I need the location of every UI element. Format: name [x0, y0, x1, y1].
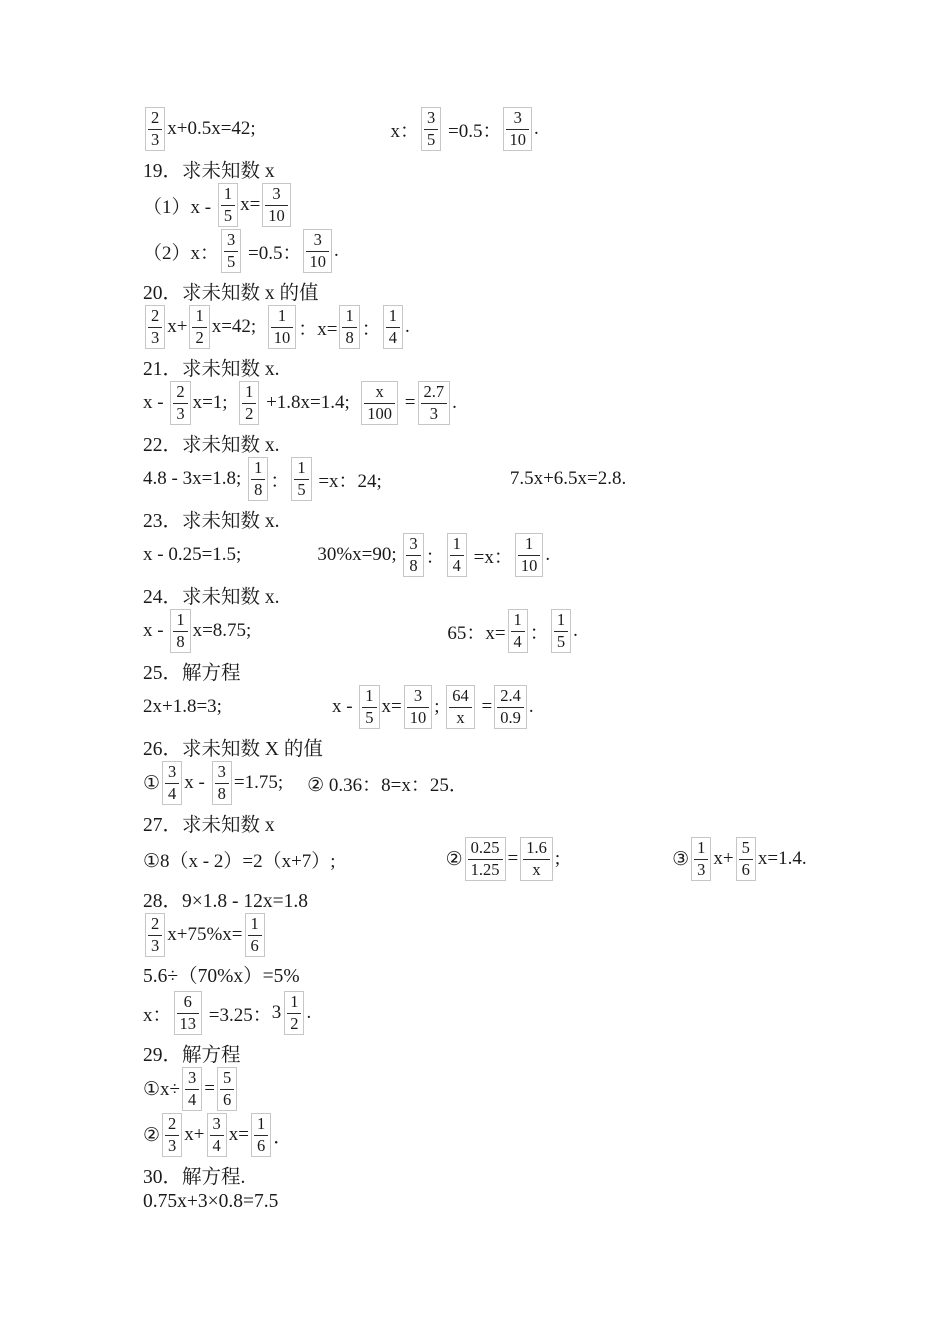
problem-21-equations — [143, 380, 920, 426]
fraction-denominator: 10 — [268, 205, 285, 225]
fraction — [361, 381, 398, 425]
fraction-numerator: 3 — [185, 1069, 199, 1089]
fraction-denominator: 4 — [452, 555, 461, 575]
math-text: 24．求未知数 x. — [143, 587, 280, 608]
fraction-denominator: 5 — [227, 251, 236, 271]
fraction-numerator: 1 — [173, 611, 187, 631]
math-text: 29．解方程 — [143, 1045, 241, 1066]
math-text: 2x+1.8=3; — [143, 696, 222, 717]
fraction-denominator: 3 — [429, 403, 438, 423]
fraction — [170, 381, 190, 425]
fraction-denominator: 4 — [187, 1089, 197, 1109]
fraction — [447, 533, 467, 577]
fraction-numerator: 3 — [165, 763, 179, 783]
fraction-numerator: 3 — [224, 231, 238, 251]
problem-29-heading — [143, 1042, 920, 1064]
fraction — [248, 457, 268, 501]
fraction-denominator: 5 — [223, 205, 233, 225]
fraction-denominator: 8 — [409, 555, 418, 575]
math-text: 19．求未知数 x — [143, 161, 275, 182]
fraction-numerator: 1 — [254, 1115, 268, 1135]
spacer — [241, 555, 317, 556]
problem-24-heading — [143, 584, 920, 606]
fraction-denominator: 5 — [426, 129, 436, 149]
math-text: ② — [445, 848, 463, 870]
fraction-denominator: 100 — [367, 403, 393, 423]
math-text: 27．求未知数 x — [143, 815, 275, 836]
fraction-denominator: 2 — [195, 327, 204, 347]
fraction — [221, 229, 241, 273]
fraction-numerator: 2 — [173, 383, 187, 403]
fraction-numerator: 6 — [177, 993, 200, 1013]
math-text: = — [400, 392, 416, 413]
math-text: 30．解方程. — [143, 1167, 246, 1188]
fraction-numerator: 2 — [148, 915, 162, 935]
fraction-denominator: 6 — [222, 1089, 232, 1109]
fraction-numerator: 2.7 — [421, 383, 448, 403]
math-text: 20．求未知数 x 的值 — [143, 283, 319, 304]
fraction — [403, 533, 423, 577]
problem-26-equations — [143, 760, 920, 806]
fraction-numerator: 2 — [148, 307, 162, 327]
math-text: x - — [143, 620, 169, 641]
fraction — [736, 837, 756, 881]
fraction-numerator: 5 — [739, 839, 753, 859]
problem-19-heading — [143, 158, 920, 180]
math-text: =3.25： — [204, 1004, 272, 1026]
math-text: x - — [184, 772, 210, 793]
math-text: x： — [390, 120, 419, 142]
fraction — [359, 685, 379, 729]
fraction — [189, 305, 209, 349]
fraction — [251, 1113, 271, 1157]
fraction-denominator: 5 — [365, 707, 374, 727]
math-text: ①8（x - 2）=2（x+7）; — [143, 850, 336, 872]
math-text: x= — [228, 1124, 249, 1145]
math-text: =x： — [468, 546, 513, 568]
fraction — [145, 913, 165, 957]
math-text: ： — [529, 622, 549, 644]
math-text: x+75%x= — [167, 924, 243, 945]
fraction-numerator: 1 — [294, 459, 308, 479]
fraction — [494, 685, 527, 729]
fraction-denominator: 3 — [151, 935, 160, 955]
math-text: . — [333, 240, 339, 261]
math-text: . — [404, 316, 410, 337]
fraction-numerator: 5 — [220, 1069, 234, 1089]
fraction — [174, 991, 203, 1035]
fraction-denominator: 4 — [513, 631, 522, 651]
fraction — [182, 1067, 202, 1111]
math-text: . — [573, 620, 578, 641]
problem-27-equations — [143, 836, 920, 882]
math-text: =1.75; — [233, 772, 284, 793]
fraction-denominator: 13 — [179, 1013, 197, 1033]
mixed-number-whole: 3 — [271, 1002, 282, 1023]
problem-24-equations — [143, 608, 920, 654]
fraction — [508, 609, 528, 653]
math-text: x - 0.25=1.5; — [143, 544, 242, 565]
fraction-numerator: 1 — [386, 307, 400, 327]
fraction-denominator: 5 — [556, 631, 566, 651]
fraction-denominator: 8 — [254, 479, 263, 499]
fraction-numerator: 1 — [221, 185, 235, 205]
fraction-numerator: 1 — [694, 839, 708, 859]
math-text: ① — [143, 772, 161, 794]
problem-19-part-2 — [143, 228, 920, 274]
fraction-numerator: x — [364, 383, 395, 403]
fraction-denominator: 3 — [697, 859, 706, 879]
fraction-denominator: x — [532, 859, 541, 879]
fraction-denominator: 3 — [151, 327, 160, 347]
fraction-denominator: 8 — [176, 631, 185, 651]
problem-23-heading — [143, 508, 920, 530]
spacer — [260, 129, 390, 130]
fraction-numerator: 2 — [148, 109, 162, 129]
problem-21-heading — [143, 356, 920, 378]
fraction-numerator: 3 — [265, 185, 288, 205]
fraction-denominator: 6 — [741, 859, 750, 879]
math-text: ② — [143, 1124, 161, 1146]
fraction-numerator: 64 — [449, 687, 472, 707]
spacer — [251, 631, 447, 632]
fraction — [291, 457, 311, 501]
math-text: = — [507, 848, 519, 869]
fraction-numerator: 3 — [406, 535, 420, 555]
math-text: ：x= — [298, 318, 338, 340]
document-body — [143, 106, 920, 1214]
fraction-numerator: 3 — [424, 109, 438, 129]
math-text: = — [204, 1078, 215, 1099]
fraction — [520, 837, 553, 881]
math-text: ： — [270, 470, 290, 492]
problem-28-heading — [143, 888, 920, 910]
math-text: ： — [361, 318, 381, 340]
fraction-numerator: 1 — [242, 383, 256, 403]
fraction — [162, 761, 182, 805]
problem-25-equations — [143, 684, 920, 730]
fraction-denominator: 10 — [409, 707, 427, 727]
spacer — [283, 783, 307, 784]
math-text: ② 0.36：8=x：25． — [307, 774, 468, 796]
fraction-denominator: 8 — [217, 783, 226, 803]
fraction-numerator: 1 — [554, 611, 568, 631]
math-text: x= — [240, 194, 261, 215]
math-text: 22．求未知数 x. — [143, 435, 280, 456]
fraction-numerator: 3 — [306, 231, 329, 251]
fraction-denominator: 0.9 — [500, 707, 521, 727]
math-text: = — [476, 696, 493, 717]
fraction-numerator: 0.25 — [468, 839, 503, 859]
fraction — [170, 609, 190, 653]
problem-27-heading — [143, 812, 920, 834]
fraction-numerator: 3 — [210, 1115, 224, 1135]
fraction-denominator: 6 — [250, 935, 259, 955]
math-text: ③ — [672, 848, 690, 870]
math-text: x+ — [713, 848, 734, 869]
fraction — [162, 1113, 182, 1157]
problem-20-equations — [143, 304, 920, 350]
math-text: 28．9×1.8 - 12x=1.8 — [143, 891, 308, 912]
problem-30-heading — [143, 1164, 920, 1186]
fraction-denominator: 4 — [168, 783, 177, 803]
fraction-numerator: 1 — [342, 307, 356, 327]
fraction-numerator: 1 — [192, 307, 206, 327]
fraction — [245, 913, 265, 957]
fraction — [303, 229, 332, 273]
math-text: ; — [434, 696, 445, 717]
problem-30-equation — [143, 1190, 920, 1214]
fraction — [418, 381, 451, 425]
fraction — [145, 305, 165, 349]
fraction-numerator: 1 — [518, 535, 541, 555]
fraction-numerator: 1 — [511, 611, 525, 631]
fraction-numerator: 3 — [215, 763, 229, 783]
math-text: 0.75x+3×0.8=7.5 — [143, 1191, 279, 1212]
fraction — [218, 183, 238, 227]
fraction — [212, 761, 232, 805]
fraction — [339, 305, 359, 349]
fraction-denominator: 1.25 — [470, 859, 500, 879]
math-text: =0.5： — [243, 242, 302, 264]
fraction — [404, 685, 433, 729]
math-text: x+ — [184, 1124, 205, 1145]
fraction — [503, 107, 532, 151]
math-text: x： — [143, 1004, 172, 1026]
fraction — [268, 305, 297, 349]
math-text: 30%x=90; — [317, 544, 402, 565]
fraction-numerator: 1 — [450, 535, 464, 555]
problem-28-equation-2 — [143, 912, 920, 958]
fraction-denominator: 8 — [345, 327, 354, 347]
math-text: 5.6÷（70%x）=5% — [143, 966, 300, 987]
fraction-numerator: 2 — [165, 1115, 179, 1135]
math-text: x= — [381, 696, 402, 717]
problem-28-equation-4 — [143, 990, 920, 1036]
problem-22-heading — [143, 432, 920, 454]
math-text: 26．求未知数 X 的值 — [143, 739, 323, 760]
math-text: x - — [143, 392, 169, 413]
problem-26-heading — [143, 736, 920, 758]
fraction — [515, 533, 544, 577]
math-text: （2）x： — [143, 242, 220, 264]
math-text: ①x÷ — [143, 1078, 180, 1100]
math-text: . — [452, 392, 457, 413]
math-text: 23．求未知数 x. — [143, 511, 280, 532]
problem-28-equation-3 — [143, 962, 920, 986]
math-text: 21．求未知数 x. — [143, 359, 280, 380]
fraction-denominator: 10 — [509, 129, 526, 149]
math-text: =0.5： — [443, 120, 502, 142]
math-text: 65：x= — [447, 622, 506, 644]
spacer — [336, 859, 446, 860]
math-text: . — [306, 1002, 312, 1023]
fraction-denominator: 3 — [176, 403, 185, 423]
problem-29-part-2 — [143, 1112, 920, 1158]
fraction — [446, 685, 475, 729]
math-text: +1.8x=1.4; — [261, 392, 360, 413]
problem-25-heading — [143, 660, 920, 682]
fraction-numerator: 2.4 — [497, 687, 524, 707]
problem-20-heading — [143, 280, 920, 302]
problem-23-equations — [143, 532, 920, 578]
math-text: x=1; — [192, 392, 238, 413]
fraction-denominator: 10 — [309, 251, 326, 271]
math-text: . — [545, 544, 551, 565]
fraction — [207, 1113, 227, 1157]
fraction-denominator: 3 — [168, 1135, 177, 1155]
problem-18-equations — [143, 106, 920, 152]
fraction-denominator: 10 — [273, 327, 291, 347]
math-text: x=8.75; — [192, 620, 252, 641]
fraction-denominator: 3 — [151, 129, 160, 149]
spacer — [560, 859, 672, 860]
fraction — [262, 183, 291, 227]
math-text: ． — [273, 1126, 293, 1148]
fraction — [145, 107, 165, 151]
fraction — [284, 991, 304, 1035]
fraction-numerator: 1 — [287, 993, 301, 1013]
fraction-numerator: 1 — [362, 687, 376, 707]
math-text: ： — [425, 546, 445, 568]
math-text: 25．解方程 — [143, 663, 241, 684]
spacer — [382, 479, 510, 480]
math-text: x - — [331, 696, 358, 717]
math-text: x+ — [167, 316, 188, 337]
fraction — [465, 837, 506, 881]
fraction — [383, 305, 403, 349]
math-text: . — [533, 118, 539, 139]
fraction — [421, 107, 441, 151]
math-text: =x：24; — [313, 470, 382, 492]
fraction — [217, 1067, 237, 1111]
fraction-denominator: 6 — [256, 1135, 266, 1155]
math-text: 7.5x+6.5x=2.8. — [509, 468, 627, 489]
math-text: x+0.5x=42; — [167, 118, 261, 139]
fraction-denominator: 10 — [520, 555, 538, 575]
fraction — [691, 837, 711, 881]
fraction — [551, 609, 571, 653]
math-text: 4.8 - 3x=1.8; — [143, 468, 247, 489]
math-text: x=1.4. — [757, 848, 807, 869]
problem-22-equations — [143, 456, 920, 502]
fraction-denominator: 2 — [245, 403, 254, 423]
math-text: x=42; — [211, 316, 266, 337]
fraction-denominator: 5 — [297, 479, 306, 499]
fraction-denominator: x — [456, 707, 465, 727]
fraction-denominator: 4 — [388, 327, 397, 347]
fraction-numerator: 1.6 — [523, 839, 550, 859]
problem-29-part-1 — [143, 1066, 920, 1112]
fraction-denominator: 4 — [212, 1135, 221, 1155]
fraction-denominator: 2 — [290, 1013, 299, 1033]
fraction-numerator: 3 — [407, 687, 430, 707]
problem-19-part-1 — [143, 182, 920, 228]
math-text: （1）x - — [143, 196, 216, 218]
fraction-numerator: 1 — [271, 307, 294, 327]
math-text: ; — [554, 848, 561, 869]
spacer — [222, 707, 332, 708]
mixed-number — [272, 991, 307, 1035]
fraction-numerator: 3 — [506, 109, 529, 129]
fraction — [239, 381, 259, 425]
fraction-numerator: 1 — [248, 915, 262, 935]
fraction-numerator: 1 — [251, 459, 265, 479]
math-text: . — [528, 696, 534, 717]
